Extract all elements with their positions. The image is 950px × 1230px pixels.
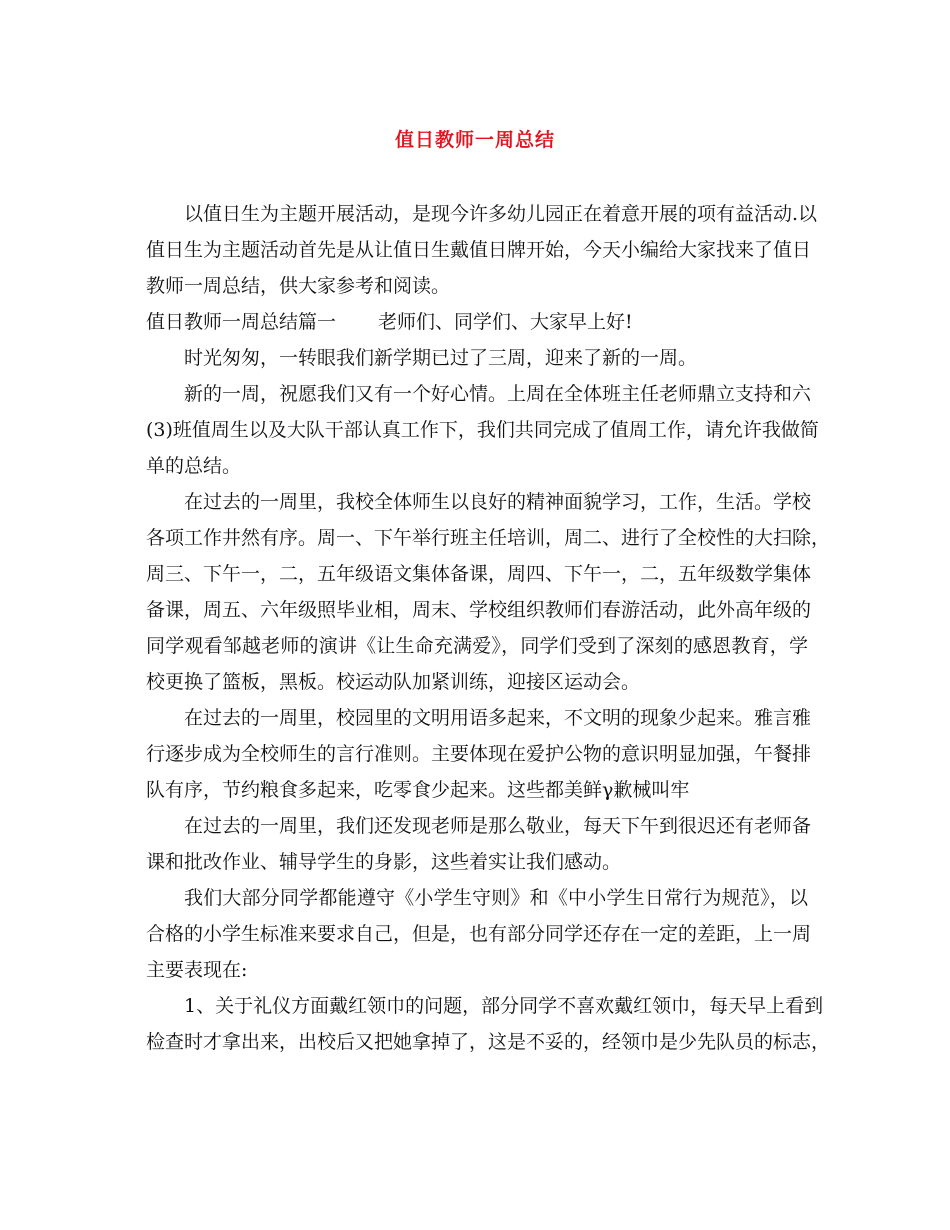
paragraph-line: 时光匆匆，一转眼我们新学期已过了三周，迎来了新的一周。 (184, 347, 698, 369)
paragraph-line: 在过去的一周里，校园里的文明用语多起来，不文明的现象少起来。雅言雅 (184, 707, 812, 729)
section-heading-line (146, 304, 808, 340)
paragraph-line: 队有序，节约粮食多起来，吃零食少起来。这些都美鲜γ歉械叫牢 (146, 779, 690, 801)
paragraph-line: 以值日生为主题开展活动，是现今许多幼儿园正在着意开展的项有益活动.以 (184, 203, 818, 225)
paragraph-line: 值日生为主题活动首先是从让值日生戴值日牌开始，今天小编给大家找来了值日 (146, 239, 812, 261)
paragraph-line: 主要表现在: (146, 959, 248, 981)
paragraph-line: 教师一周总结，供大家参考和阅读。 (146, 275, 451, 297)
page-title: 值日教师一周总结 (394, 129, 555, 151)
paragraph-line: 行逐步成为全校师生的言行准则。主要体现在爱护公物的意识明显加强，午餐排 (146, 743, 812, 765)
paragraph-line: 合格的小学生标准来要求自己，但是，也有部分同学还存在一定的差距，上一周 (146, 923, 812, 945)
paragraph-line: 1、关于礼仪方面戴红领巾的问题，部分同学不喜欢戴红领巾，每天早上看到 (184, 995, 824, 1017)
greeting-text: 老师们、同学们、大家早上好! (378, 311, 633, 333)
paragraph-line: 备课，周五、六年级照毕业相，周末、学校组织教师们春游活动，此外高年级的 (146, 599, 812, 621)
paragraph-line: 在过去的一周里，我校全体师生以良好的精神面貌学习，工作，生活。学校 (184, 491, 812, 513)
paragraph-line: (3)班值周生以及大队干部认真工作下，我们共同完成了值周工作，请允许我做简 (146, 419, 819, 441)
document-body (146, 196, 831, 1060)
paragraph-line: 校更换了篮板，黑板。校运动队加紧训练，迎接区运动会。 (146, 671, 641, 693)
paragraph-line: 课和批改作业、辅导学生的身影，这些着实让我们感动。 (146, 851, 622, 873)
paragraph-line: 各项工作井然有序。周一、下午举行班主任培训，周二、进行了全校性的大扫除， (146, 527, 831, 549)
paragraph-line: 周三、下午一，二，五年级语文集体备课，周四、下午一，二，五年级数学集体 (146, 563, 812, 585)
paragraph-line: 在过去的一周里，我们还发现老师是那么敬业，每天下午到很迟还有老师备 (184, 815, 812, 837)
paragraph-line: 我们大部分同学都能遵守《小学生守则》和《中小学生日常行为规范》，以 (184, 887, 808, 909)
paragraph-line: 检查时才拿出来，出校后又把她拿掉了，这是不妥的，经领巾是少先队员的标志， (146, 1031, 831, 1053)
paragraph-line: 新的一周，祝愿我们又有一个好心情。上周在全体班主任老师鼎立支持和六 (184, 383, 812, 405)
paragraph-line: 同学观看邹越老师的演讲《让生命充满爱》，同学们受到了深刻的感恩教育，学 (146, 635, 808, 657)
section-heading: 值日教师一周总结篇一 (146, 311, 337, 333)
paragraph-line: 单的总结。 (146, 455, 242, 477)
